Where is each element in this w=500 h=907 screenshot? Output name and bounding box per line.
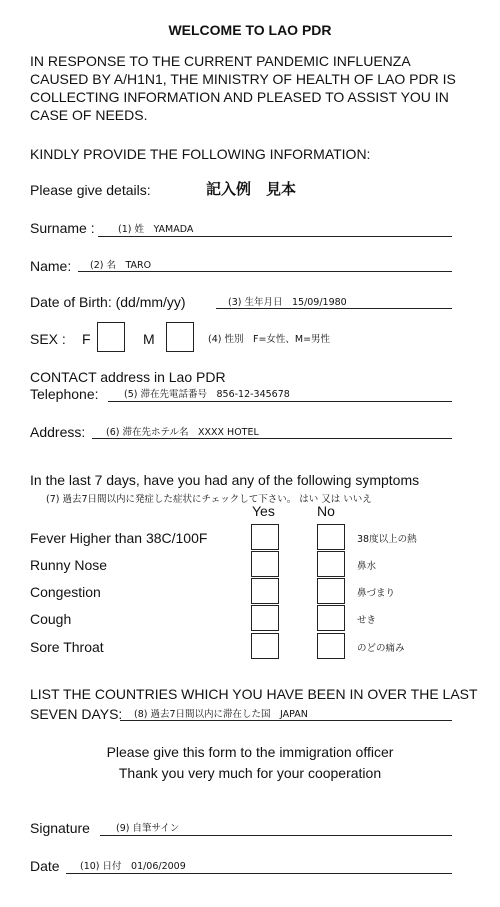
intro-line: CAUSED BY A/H1N1, THE MINISTRY OF HEALTH OF LAO PDR IS bbox=[30, 71, 456, 87]
telephone-value: (5) 滞在先電話番号 856-12-345678 bbox=[124, 389, 290, 400]
symptom-jp-sore-throat: のどの痛み bbox=[357, 643, 405, 654]
symptom-label-cough: Cough bbox=[30, 611, 72, 627]
congestion-no-checkbox[interactable] bbox=[317, 578, 345, 604]
dob-value: (3) 生年月日 15/09/1980 bbox=[228, 297, 347, 308]
dob-field-line[interactable] bbox=[216, 308, 452, 309]
runny-nose-yes-checkbox[interactable] bbox=[251, 551, 279, 577]
countries-label-line2: SEVEN DAYS: bbox=[30, 706, 123, 722]
details-label: Please give details: bbox=[30, 182, 151, 198]
sex-f-label: F bbox=[82, 331, 91, 347]
symptom-label-congestion: Congestion bbox=[30, 584, 101, 600]
signature-value: (9) 自筆サイン bbox=[116, 823, 180, 834]
symptom-jp-cough: せき bbox=[357, 615, 377, 626]
address-label: Address: bbox=[30, 424, 86, 440]
symptom-label-sore-throat: Sore Throat bbox=[30, 639, 104, 655]
runny-nose-no-checkbox[interactable] bbox=[317, 551, 345, 577]
intro-line: CASE OF NEEDS. bbox=[30, 107, 148, 123]
telephone-label: Telephone: bbox=[30, 386, 99, 402]
surname-label: Surname : bbox=[30, 220, 95, 236]
congestion-yes-checkbox[interactable] bbox=[251, 578, 279, 604]
intro-line: IN RESPONSE TO THE CURRENT PANDEMIC INFLUENZA bbox=[30, 53, 411, 69]
countries-label-line1: LIST THE COUNTRIES WHICH YOU HAVE BEEN IN OVER THE LAST bbox=[30, 686, 478, 702]
sex-note: (4) 性別 F=女性、M=男性 bbox=[208, 334, 331, 345]
sex-m-label: M bbox=[143, 331, 155, 347]
dob-label: Date of Birth: (dd/mm/yy) bbox=[30, 294, 186, 310]
symptom-label-fever: Fever Higher than 38C/100F bbox=[30, 530, 208, 546]
sample-label: 記入例 見本 bbox=[206, 180, 297, 198]
footer-instruction: Please give this form to the immigration officer bbox=[106, 744, 394, 760]
countries-value: (8) 過去7日間以内に滞在した国 JAPAN bbox=[134, 709, 308, 720]
surname-value: (1) 姓 YAMADA bbox=[118, 224, 194, 235]
form-title: WELCOME TO LAO PDR bbox=[168, 22, 332, 38]
countries-field-line[interactable] bbox=[120, 720, 452, 721]
address-field-line[interactable] bbox=[92, 438, 452, 439]
symptom-jp-fever: 38度以上の熱 bbox=[357, 534, 417, 545]
sore-throat-yes-checkbox[interactable] bbox=[251, 633, 279, 659]
date-value: (10) 日付 01/06/2009 bbox=[80, 861, 186, 872]
name-value: (2) 名 TARO bbox=[90, 260, 152, 271]
sex-f-checkbox[interactable] bbox=[97, 322, 125, 352]
cough-yes-checkbox[interactable] bbox=[251, 605, 279, 631]
symptom-jp-runny-nose: 鼻水 bbox=[357, 561, 377, 572]
symptom-label-runny-nose: Runny Nose bbox=[30, 557, 108, 573]
intro-paragraph bbox=[30, 52, 470, 124]
symptoms-question-jp: (7) 過去7日間以内に発症した症状にチェックして下さい。 はい 又は いいえ bbox=[46, 494, 372, 505]
cough-no-checkbox[interactable] bbox=[317, 605, 345, 631]
contact-label: CONTACT address in Lao PDR bbox=[30, 369, 226, 385]
surname-field-line[interactable] bbox=[98, 236, 452, 237]
date-label: Date bbox=[30, 858, 60, 874]
kindly-instruction: KINDLY PROVIDE THE FOLLOWING INFORMATION: bbox=[30, 146, 371, 162]
name-field-line[interactable] bbox=[78, 271, 452, 272]
telephone-field-line[interactable] bbox=[108, 401, 452, 402]
address-value: (6) 滞在先ホテル名 XXXX HOTEL bbox=[106, 427, 259, 438]
fever-yes-checkbox[interactable] bbox=[251, 524, 279, 550]
name-label: Name: bbox=[30, 258, 72, 274]
fever-no-checkbox[interactable] bbox=[317, 524, 345, 550]
symptoms-question: In the last 7 days, have you had any of the following symptoms bbox=[30, 472, 420, 488]
footer-thanks: Thank you very much for your cooperation bbox=[118, 765, 382, 781]
sex-label: SEX : bbox=[30, 331, 66, 347]
symptom-jp-congestion: 鼻づまり bbox=[357, 588, 396, 599]
intro-line: COLLECTING INFORMATION AND PLEASED TO ASSIST YOU IN bbox=[30, 89, 449, 105]
no-header: No bbox=[317, 503, 335, 519]
signature-label: Signature bbox=[30, 820, 90, 836]
signature-field-line[interactable] bbox=[100, 835, 452, 836]
yes-header: Yes bbox=[252, 503, 275, 519]
sex-m-checkbox[interactable] bbox=[166, 322, 194, 352]
sore-throat-no-checkbox[interactable] bbox=[317, 633, 345, 659]
date-field-line[interactable] bbox=[66, 873, 452, 874]
